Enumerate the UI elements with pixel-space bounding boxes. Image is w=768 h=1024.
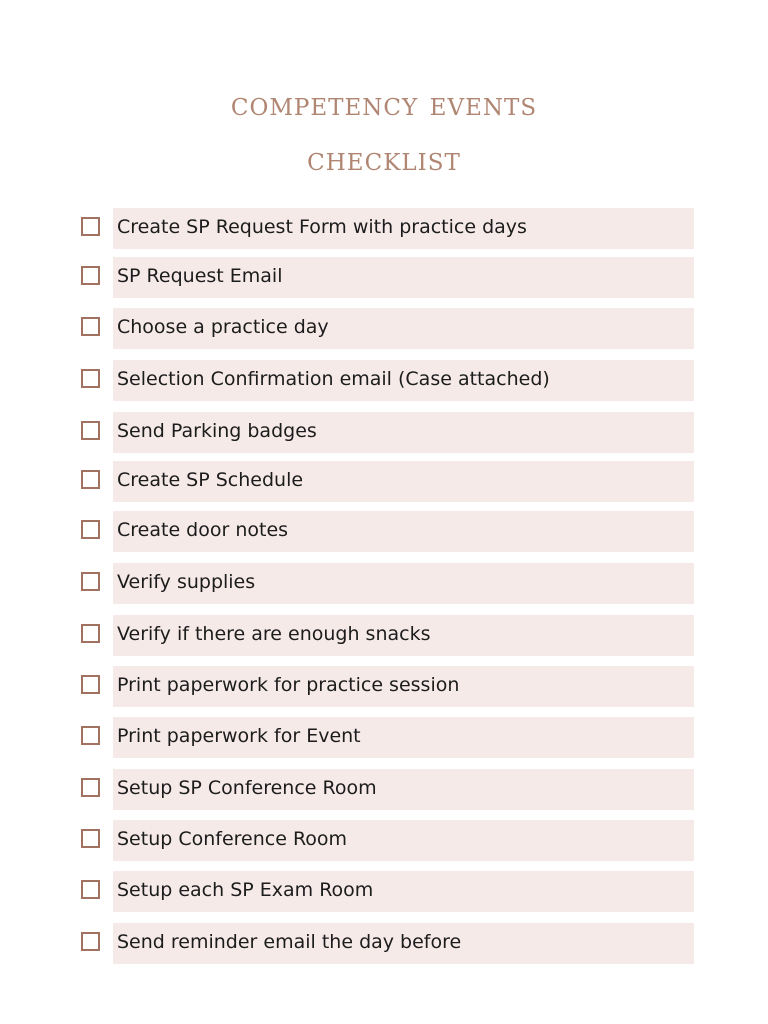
checklist-item-bar <box>113 615 694 656</box>
checkbox[interactable] <box>81 880 100 899</box>
checklist-item-label: Choose a practice day <box>117 316 329 338</box>
page-title-line-2: checklist <box>307 139 461 178</box>
checklist-item <box>0 923 768 964</box>
checkbox[interactable] <box>81 217 100 236</box>
checklist-item-bar <box>113 360 694 401</box>
checkbox[interactable] <box>81 829 100 848</box>
checklist-item <box>0 412 768 453</box>
checklist-item-bar <box>113 923 694 964</box>
checklist-item-label: Create SP Schedule <box>117 469 304 491</box>
checklist-item <box>0 717 768 758</box>
checkbox[interactable] <box>81 317 100 336</box>
checklist-item-label: Setup each SP Exam Room <box>117 879 374 901</box>
checklist-item-bar <box>113 666 694 707</box>
checklist-item-bar <box>113 308 694 349</box>
checklist-item-bar <box>113 871 694 912</box>
checklist-item-label: Setup Conference Room <box>117 828 348 850</box>
checklist-item-label: Print paperwork for practice session <box>117 674 460 696</box>
checklist-item-label: Create door notes <box>117 519 289 541</box>
checklist-item <box>0 769 768 810</box>
checklist-item <box>0 615 768 656</box>
checklist-item <box>0 666 768 707</box>
checkbox[interactable] <box>81 470 100 489</box>
checklist-item <box>0 308 768 349</box>
checkbox[interactable] <box>81 932 100 951</box>
checklist-item <box>0 257 768 298</box>
checklist-item-bar <box>113 461 694 502</box>
checklist-item-label: Selection Confirmation email (Case attached) <box>117 368 550 390</box>
checklist-item-bar <box>113 769 694 810</box>
checklist-item <box>0 871 768 912</box>
checkbox[interactable] <box>81 572 100 591</box>
checklist-item-label: Print paperwork for Event <box>117 725 361 747</box>
page-title-line-1: competency events <box>230 84 538 123</box>
checklist-item-label: Send reminder email the day before <box>117 931 462 953</box>
checklist-item-label: Verify supplies <box>117 571 256 593</box>
checkbox[interactable] <box>81 520 100 539</box>
checklist-item-label: Create SP Request Form with practice days <box>117 216 527 238</box>
checklist-item-bar <box>113 208 694 249</box>
checkbox[interactable] <box>81 369 100 388</box>
checklist-item-bar <box>113 717 694 758</box>
checkbox[interactable] <box>81 266 100 285</box>
checklist-item-bar <box>113 820 694 861</box>
checklist-item-bar <box>113 563 694 604</box>
checklist-item <box>0 511 768 552</box>
checklist-item-bar <box>113 511 694 552</box>
checkbox[interactable] <box>81 624 100 643</box>
checklist-item-label: SP Request Email <box>117 265 283 287</box>
checklist-item-bar <box>113 412 694 453</box>
checklist-item <box>0 563 768 604</box>
checkbox[interactable] <box>81 778 100 797</box>
checkbox[interactable] <box>81 726 100 745</box>
checklist-item-label: Send Parking badges <box>117 420 317 442</box>
checkbox[interactable] <box>81 421 100 440</box>
checklist-item-label: Verify if there are enough snacks <box>117 623 431 645</box>
checklist-item <box>0 208 768 249</box>
checkbox[interactable] <box>81 675 100 694</box>
checklist-item-label: Setup SP Conference Room <box>117 777 377 799</box>
checklist-item <box>0 820 768 861</box>
checklist-item-bar <box>113 257 694 298</box>
checklist-item <box>0 461 768 502</box>
checklist-item <box>0 360 768 401</box>
